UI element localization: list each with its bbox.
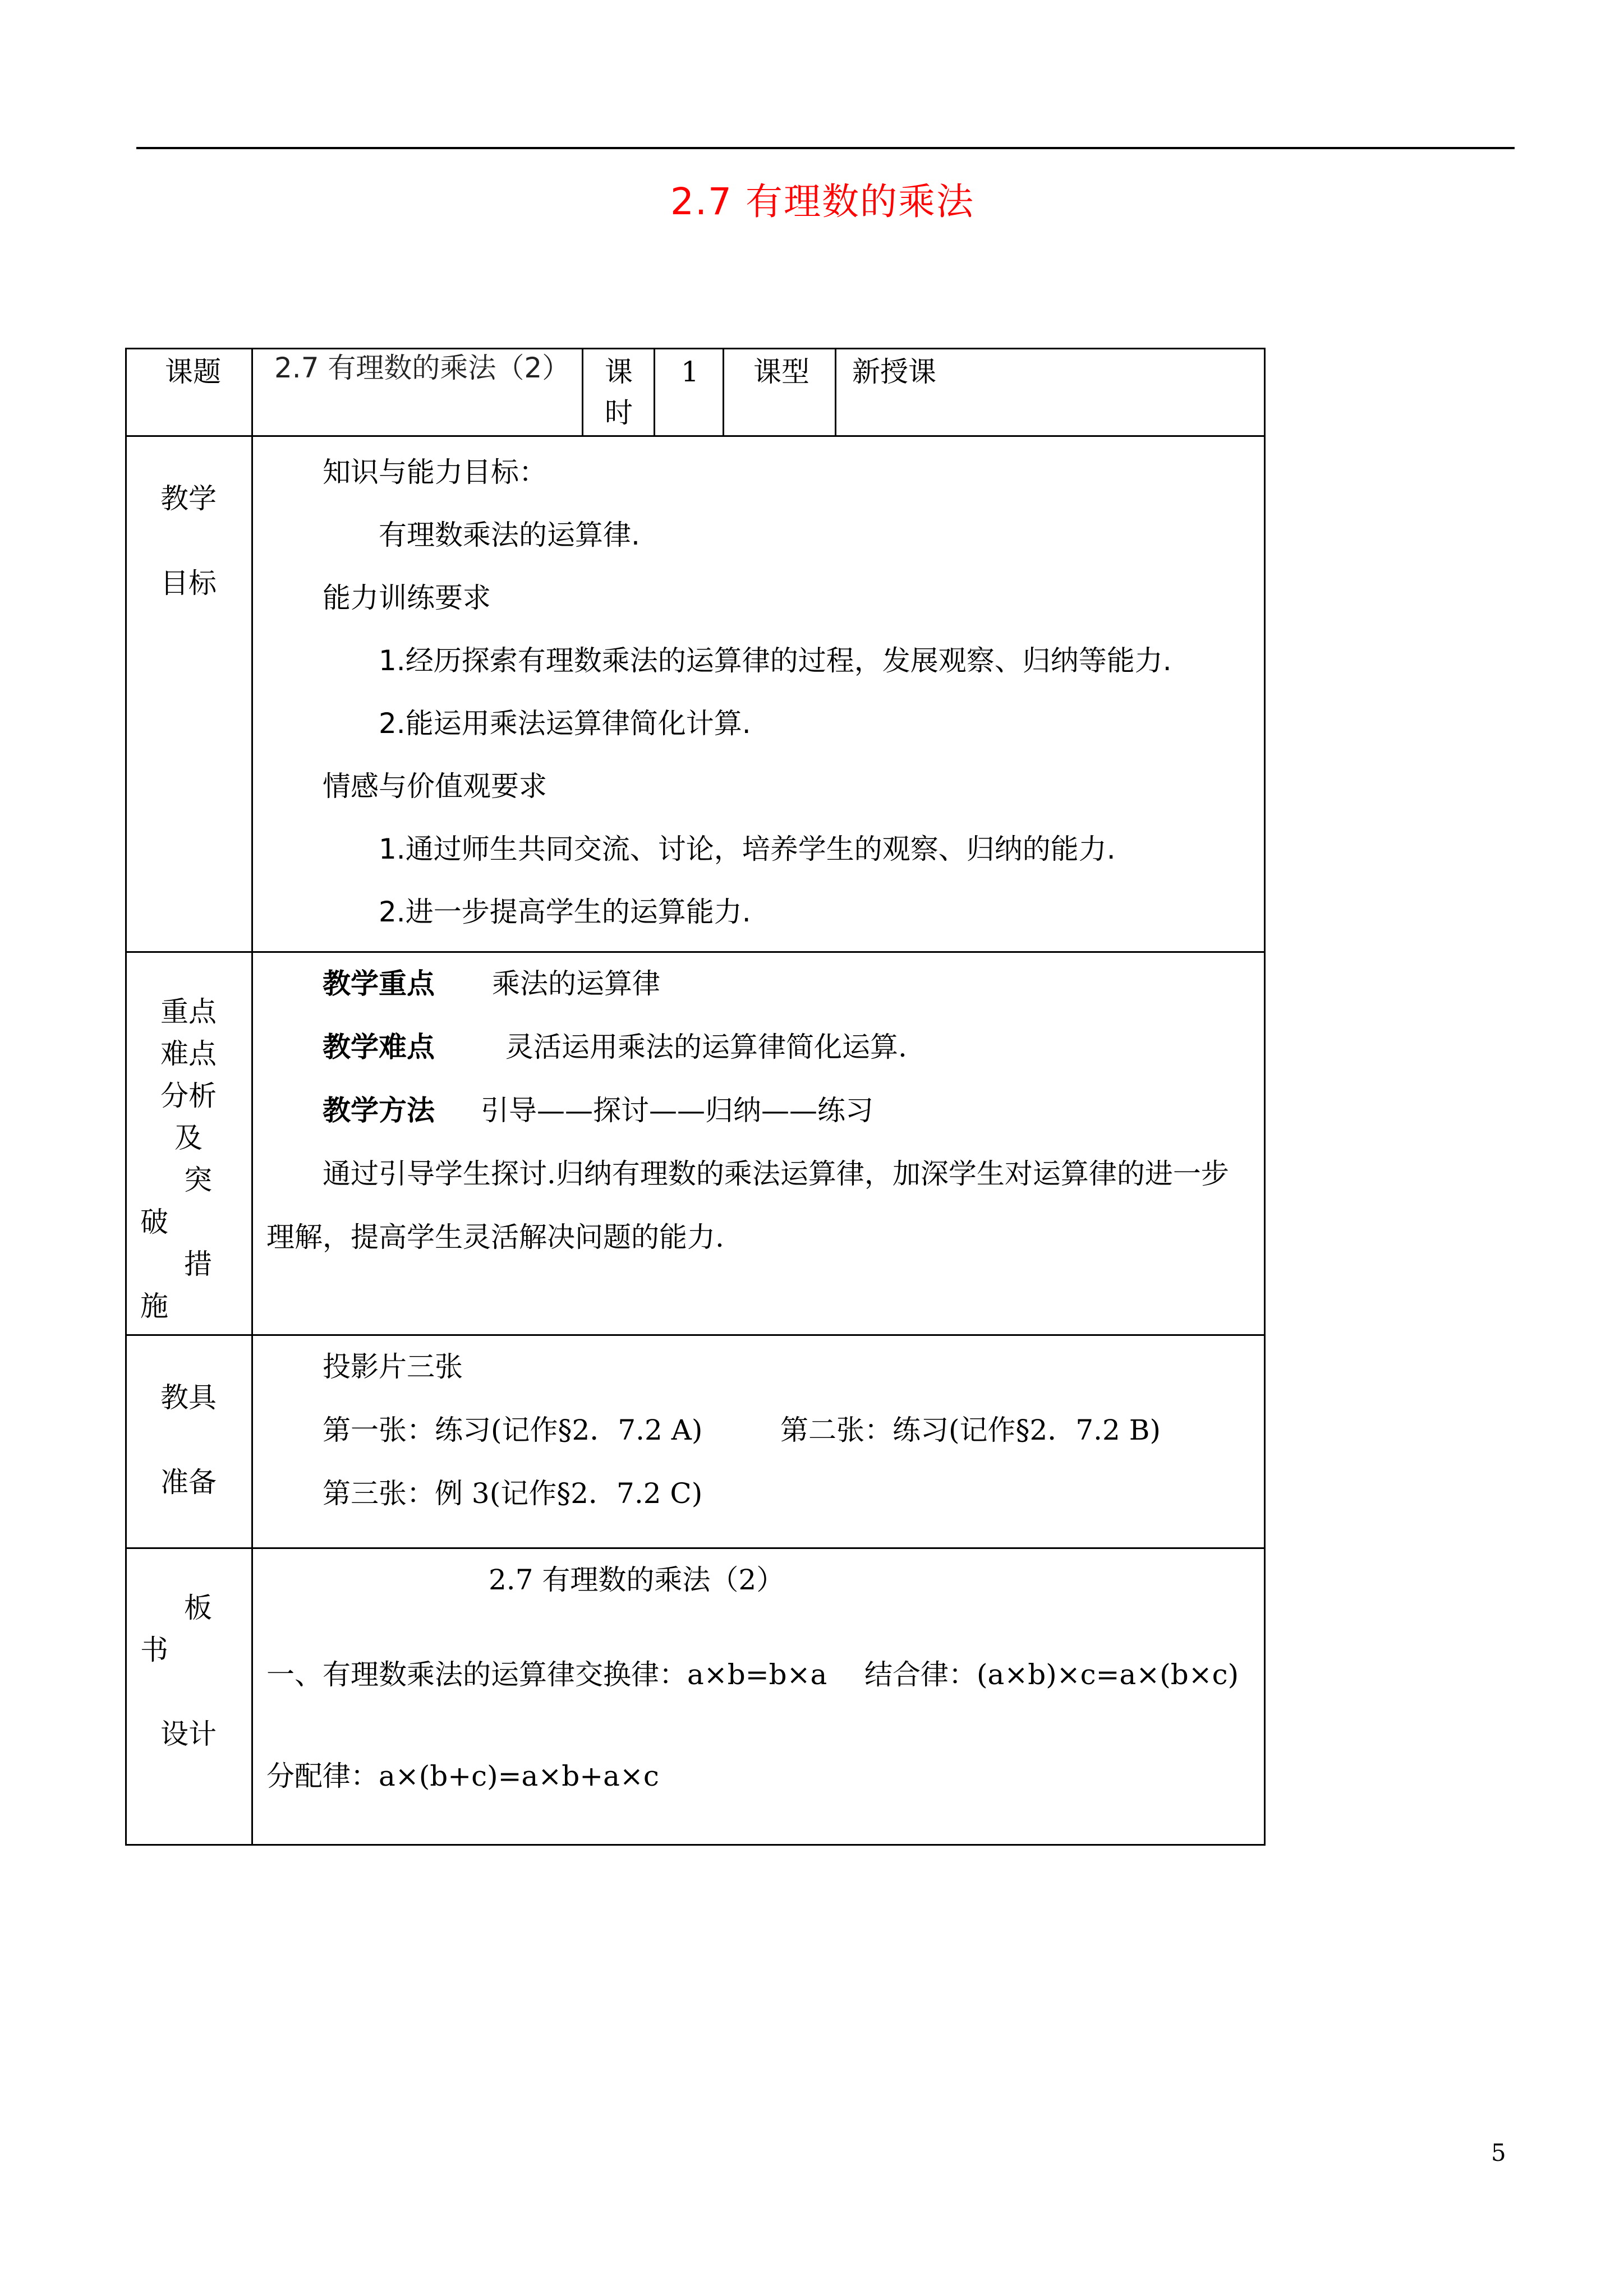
board-label-line-1: 板 <box>184 1592 212 1624</box>
objectives-knowledge-heading: 知识与能力目标： <box>323 456 547 488</box>
key-points-paragraph-line-2: 理解，提高学生灵活解决问题的能力. <box>266 1221 724 1253</box>
header-rule <box>136 147 1515 149</box>
objectives-ability-item-1: 1.经历探索有理数乘法的运算律的过程，发展观察、归纳等能力. <box>379 644 1172 677</box>
aids-content-cell <box>252 1335 1265 1548</box>
hours-label-line-1: 课 <box>605 356 633 388</box>
aids-line-1: 投影片三张 <box>323 1350 463 1383</box>
method-value: 引导——探讨——归纳——练习 <box>481 1094 873 1127</box>
board-distributive-law: 分配律：a×(b+c)=a×b+a×c <box>266 1760 659 1792</box>
focus-value: 乘法的运算律 <box>492 967 660 1000</box>
topic-label: 课题 <box>165 356 221 388</box>
topic-label-cell <box>126 349 252 436</box>
table-row-key-points <box>126 952 1265 1335</box>
method-label: 教学方法 <box>323 1094 435 1127</box>
table-row-objectives <box>126 436 1265 952</box>
difficulty-value: 灵活运用乘法的运算律简化运算. <box>505 1031 907 1063</box>
aids-slide-3: 第三张：例 3(记作§2．7.2 C) <box>323 1477 703 1510</box>
objectives-label-cell <box>126 436 252 952</box>
board-associative-law: 结合律：(a×b)×c=a×(b×c) <box>864 1658 1239 1691</box>
table-row-aids <box>126 1335 1265 1548</box>
objectives-attitude-item-2: 2.进一步提高学生的运算能力. <box>379 896 751 928</box>
lesson-plan-table <box>125 348 1266 1846</box>
key-points-label-6: 破 <box>140 1206 168 1238</box>
key-points-label-1: 重点 <box>160 995 217 1028</box>
aids-slide-1: 第一张：练习(记作§2．7.2 A) <box>323 1414 703 1446</box>
difficulty-label: 教学难点 <box>323 1030 435 1063</box>
page-title: 2.7 有理数的乘法 <box>670 180 974 223</box>
board-label-line-2: 书 <box>140 1634 168 1666</box>
board-content-cell <box>252 1548 1265 1845</box>
hours-label-cell <box>583 349 655 436</box>
type-label-cell <box>724 349 836 436</box>
key-points-label-7: 措 <box>184 1248 212 1280</box>
objectives-attitude-heading: 情感与价值观要求 <box>323 770 547 803</box>
aids-slide-2: 第二张：练习(记作§2．7.2 B) <box>780 1414 1161 1446</box>
key-points-label-2: 难点 <box>160 1038 217 1070</box>
aids-label-line-2: 准备 <box>160 1466 217 1499</box>
type-value: 新授课 <box>852 356 936 388</box>
aids-label-line-1: 教具 <box>160 1381 217 1414</box>
table-row-board <box>126 1548 1265 1845</box>
hours-value-cell <box>655 349 724 436</box>
focus-label: 教学重点 <box>323 967 435 1000</box>
topic-value-cell <box>252 349 583 436</box>
board-label-line-3: 设计 <box>160 1718 217 1750</box>
hours-label-line-2: 时 <box>605 397 633 429</box>
objectives-content-cell <box>252 436 1265 952</box>
objectives-label-line-1: 教学 <box>160 482 217 515</box>
key-points-label-4: 及 <box>174 1122 203 1154</box>
page-number: 5 <box>1491 2139 1506 2166</box>
key-points-label-3: 分析 <box>160 1080 217 1112</box>
key-points-label-5: 突 <box>184 1164 212 1196</box>
key-points-label-cell <box>126 952 252 1335</box>
key-points-label-8: 施 <box>140 1290 168 1322</box>
type-label: 课型 <box>753 356 809 388</box>
key-points-paragraph-line-1: 通过引导学生探讨.归纳有理数的乘法运算律，加深学生对运算律的进一步 <box>323 1158 1229 1190</box>
topic-value: 2.7 有理数的乘法（2） <box>274 352 571 384</box>
objectives-ability-heading: 能力训练要求 <box>323 582 491 614</box>
board-heading: 2.7 有理数的乘法（2） <box>489 1564 785 1596</box>
objectives-ability-item-2: 2.能运用乘法运算律简化计算. <box>379 707 751 740</box>
table-row-topic <box>126 349 1265 436</box>
aids-label-cell <box>126 1335 252 1548</box>
board-commutative-law: 一、有理数乘法的运算律交换律：a×b=b×a <box>266 1658 827 1691</box>
type-value-cell <box>836 349 1265 436</box>
hours-value: 1 <box>681 356 699 388</box>
board-label-cell <box>126 1548 252 1845</box>
key-points-content-cell <box>252 952 1265 1335</box>
objectives-attitude-item-1: 1.通过师生共同交流、讨论，培养学生的观察、归纳的能力. <box>379 833 1116 865</box>
objectives-label-line-2: 目标 <box>160 567 217 600</box>
objectives-knowledge-item: 有理数乘法的运算律. <box>379 519 640 551</box>
